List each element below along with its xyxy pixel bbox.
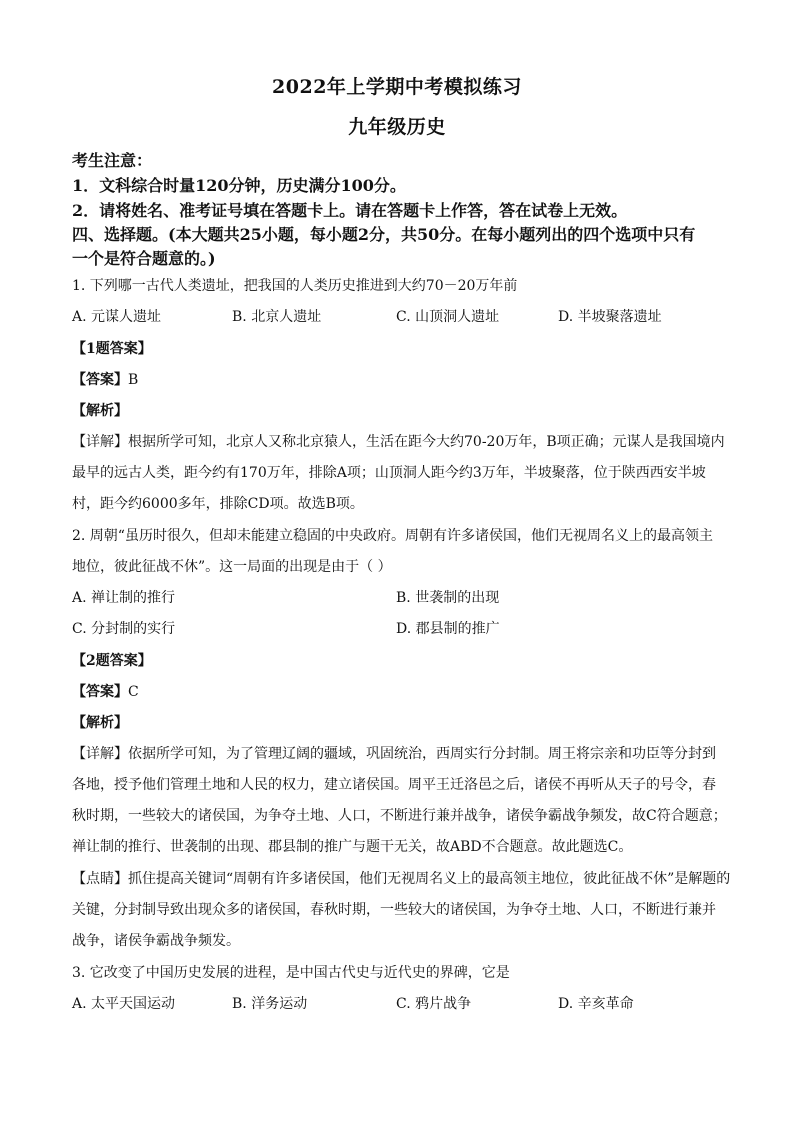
question-1-option-a: A. 元谋人遗址	[72, 309, 162, 325]
question-1-detail-line: 【详解】根据所学可知，北京人又称北京猿人，生活在距今大约70-20万年，B项正确；元谋人是我国境内	[72, 434, 725, 450]
question-2-answer-tag: 【2题答案】	[72, 653, 152, 669]
question-2-detail-line: 秋时期，一些较大的诸侯国，为争夺土地、人口，不断进行兼并战争，诸侯争霸战争频发，故C符合题意；	[72, 808, 727, 824]
question-2-stem-line: 地位，彼此征战不休”。这一局面的出现是由于（ ）	[72, 559, 392, 575]
section-heading-line-1: 四、选择题。(本大题共25小题，每小题2分，共50分。在每小题列出的四个选项中只有	[72, 225, 696, 244]
question-2-option-d: D. 郡县制的推广	[396, 621, 500, 637]
question-3-option-d: D. 辛亥革命	[558, 996, 634, 1012]
question-1-detail-line: 村，距今约6000多年，排除CD项。故选B项。	[72, 496, 364, 512]
question-2-pointer-line: 【点睛】抓住提高关键词“周朝有许多诸侯国，他们无视周名义上的最高领主地位，彼此征战不休”是解题的	[72, 871, 731, 887]
question-2-detail-line: 各地，授予他们管理土地和人民的权力，建立诸侯国。周平王迁洛邑之后，诸侯不再听从天子的号令，春	[72, 777, 716, 793]
section-heading-line-2: 一个是符合题意的。)	[72, 249, 216, 268]
answer-value: C	[128, 684, 139, 700]
notice-line-1: 1．文科综合时量120分钟，历史满分100分。	[72, 176, 406, 195]
notice-line-2: 2．请将姓名、准考证号填在答题卡上。请在答题卡上作答，答在试卷上无效。	[72, 201, 628, 220]
answer-value: B	[128, 372, 139, 388]
question-1-answer	[72, 369, 138, 389]
answer-label: 【答案】	[72, 684, 128, 700]
question-2-stem-line: 2. 周朝“虽历时很久，但却未能建立稳固的中央政府。周朝有许多诸侯国，他们无视周名义上的最高领主	[72, 528, 713, 544]
exam-subtitle: 九年级历史	[348, 116, 446, 138]
question-2-pointer-line: 关键，分封制导致出现众多的诸侯国，春秋时期，一些较大的诸侯国，为争夺土地、人口，不断进行兼并	[72, 902, 716, 918]
question-2-analysis-tag: 【解析】	[72, 715, 128, 731]
question-1-stem: 1. 下列哪一古代人类遗址，把我国的人类历史推进到大约70－20万年前	[72, 278, 518, 294]
question-2-detail-line: 禅让制的推行、世袭制的出现、郡县制的推广与题干无关，故ABD不合题意。故此题选C。	[72, 839, 633, 855]
question-2-answer	[72, 681, 139, 701]
question-2-detail-line: 【详解】依据所学可知，为了管理辽阔的疆域，巩固统治，西周实行分封制。周王将宗亲和功臣等分封到	[72, 746, 716, 762]
exam-title: 2022年上学期中考模拟练习	[272, 76, 522, 98]
question-1-answer-tag: 【1题答案】	[72, 341, 152, 357]
question-2-pointer-line: 战争，诸侯争霸战争频发。	[72, 933, 240, 949]
question-1-option-d: D. 半坡聚落遗址	[558, 309, 662, 325]
question-1-option-b: B. 北京人遗址	[232, 309, 322, 325]
question-3-stem: 3. 它改变了中国历史发展的进程，是中国古代史与近代史的界碑，它是	[72, 965, 510, 981]
question-3-option-b: B. 洋务运动	[232, 996, 308, 1012]
question-2-option-c: C. 分封制的实行	[72, 621, 176, 637]
answer-label: 【答案】	[72, 372, 128, 388]
question-1-option-c: C. 山顶洞人遗址	[396, 309, 500, 325]
question-1-detail-line: 最早的远古人类，距今约有170万年，排除A项；山顶洞人距今约3万年，半坡聚落，位于陕西西安半坡	[72, 465, 706, 481]
question-3-option-c: C. 鸦片战争	[396, 996, 472, 1012]
notice-heading: 考生注意：	[72, 151, 153, 170]
question-3-option-a: A. 太平天国运动	[72, 996, 176, 1012]
question-1-analysis-tag: 【解析】	[72, 403, 128, 419]
question-2-option-a: A. 禅让制的推行	[72, 590, 176, 606]
question-2-option-b: B. 世袭制的出现	[396, 590, 500, 606]
